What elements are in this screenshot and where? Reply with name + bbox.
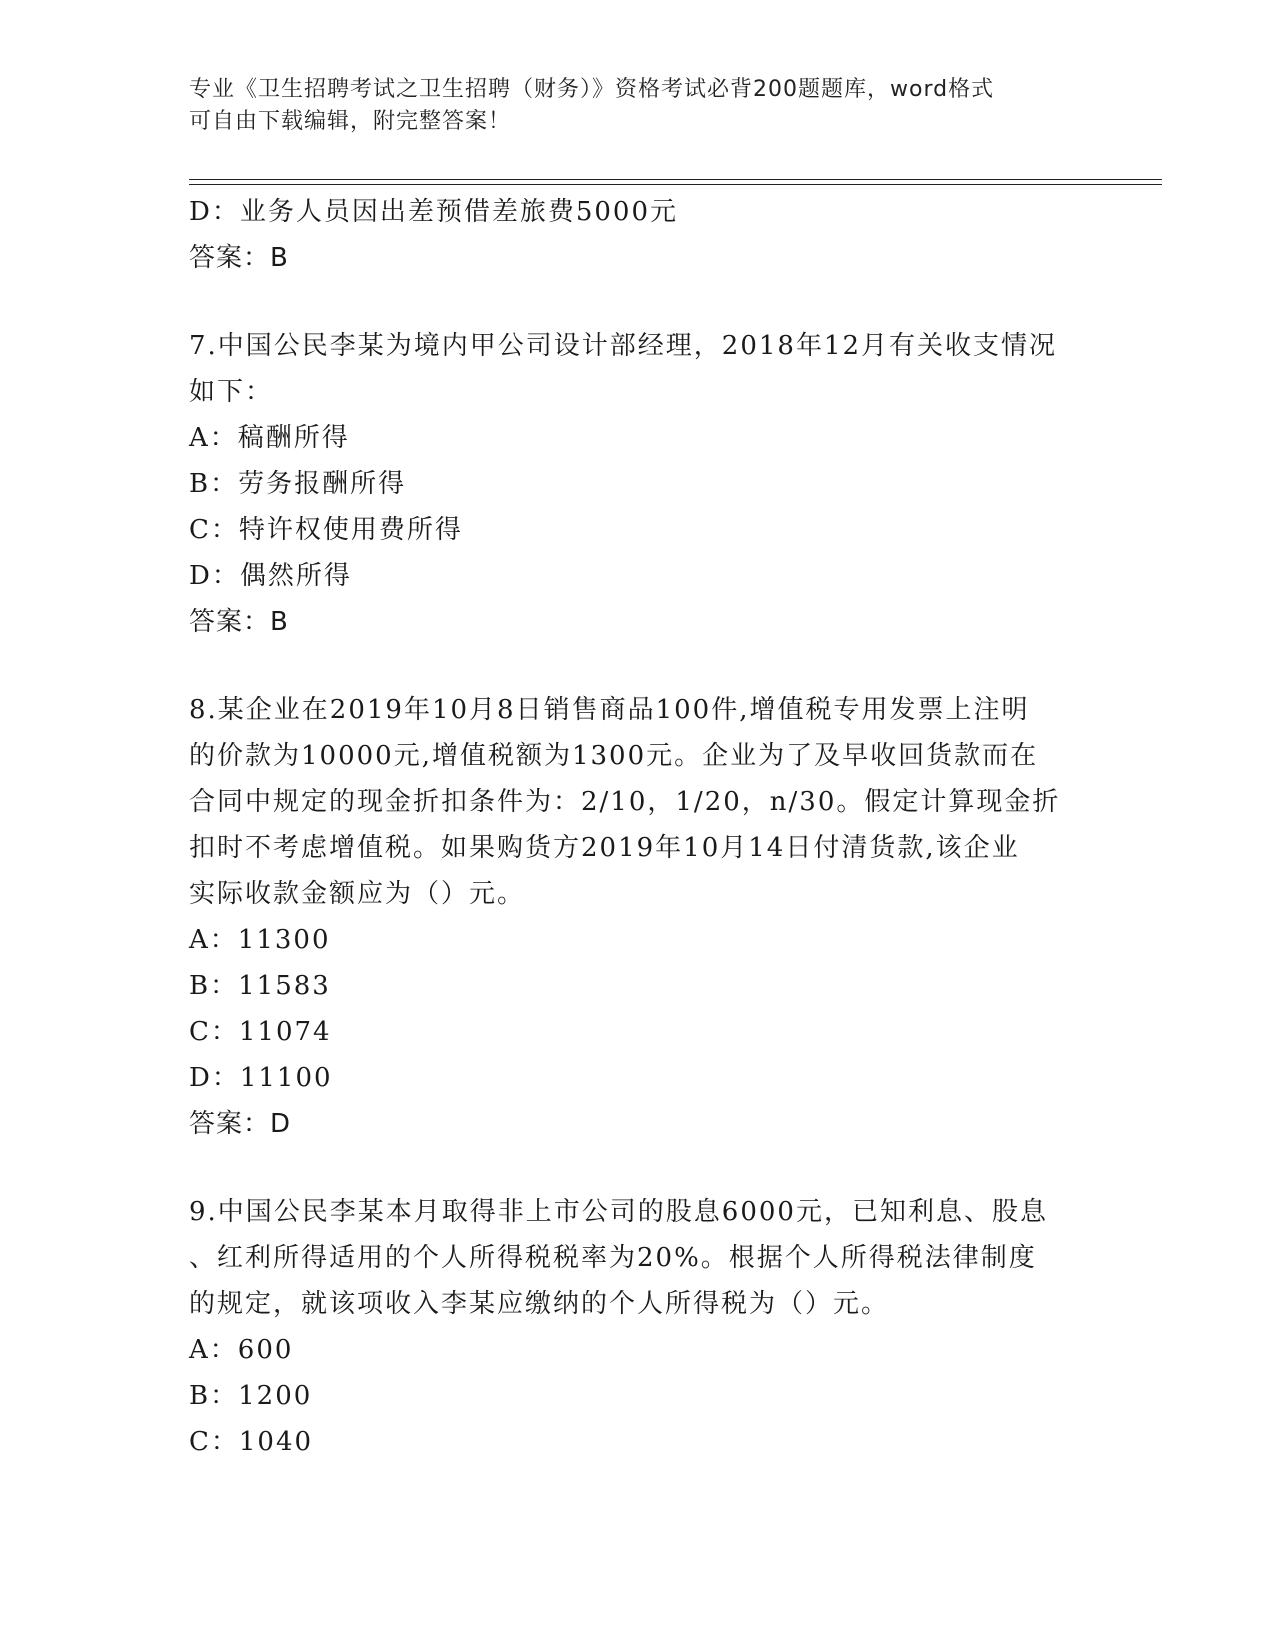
prev-question-tail xyxy=(189,189,1089,281)
document-header xyxy=(189,74,1089,138)
option-d: D：11100 xyxy=(189,1063,333,1093)
header-rule-top xyxy=(189,179,1162,180)
option-c: C：特许权使用费所得 xyxy=(189,515,463,545)
question-stem-line: 如下： xyxy=(189,377,274,407)
option-b: B：11583 xyxy=(189,971,331,1001)
question-7 xyxy=(189,323,1089,645)
spacer xyxy=(189,281,1089,323)
question-stem-line: 扣时不考虑增值税。如果购货方2019年10月14日付清货款,该企业 xyxy=(189,833,1020,863)
option-c: C：11074 xyxy=(189,1017,332,1047)
question-stem-line: 实际收款金额应为（）元。 xyxy=(189,879,526,909)
spacer xyxy=(189,1147,1089,1189)
option-d: D：业务人员因出差预借差旅费5000元 xyxy=(189,197,679,227)
option-a: A：11300 xyxy=(189,925,331,955)
question-9 xyxy=(189,1189,1089,1465)
option-c: C：1040 xyxy=(189,1427,314,1457)
question-stem-line: 7.中国公民李某为境内甲公司设计部经理，2018年12月有关收支情况 xyxy=(189,331,1058,361)
option-b: B：劳务报酬所得 xyxy=(189,469,407,499)
header-rule-bottom xyxy=(189,184,1162,185)
question-8 xyxy=(189,687,1089,1147)
answer-line: 答案：D xyxy=(189,1109,292,1139)
question-stem-line: 9.中国公民李某本月取得非上市公司的股息6000元，已知利息、股息 xyxy=(189,1197,1048,1227)
option-b: B：1200 xyxy=(189,1381,313,1411)
document-body xyxy=(189,189,1089,1465)
answer-line: 答案：B xyxy=(189,607,289,637)
header-title-line-1: 专业《卫生招聘考试之卫生招聘（财务）》资格考试必背200题题库，word格式 xyxy=(189,77,995,102)
question-stem-line: 的规定，就该项收入李某应缴纳的个人所得税为（）元。 xyxy=(189,1289,890,1319)
spacer xyxy=(189,645,1089,687)
header-title-line-2: 可自由下载编辑，附完整答案！ xyxy=(189,109,512,134)
question-stem-line: 的价款为10000元,增值税额为1300元。企业为了及早收回货款而在 xyxy=(189,741,1039,771)
question-stem-line: 合同中规定的现金折扣条件为：2/10，1/20，n/30。假定计算现金折 xyxy=(189,787,1061,817)
option-d: D：偶然所得 xyxy=(189,561,352,591)
option-a: A：600 xyxy=(189,1335,294,1365)
answer-line: 答案：B xyxy=(189,243,289,273)
option-a: A：稿酬所得 xyxy=(189,423,350,453)
question-stem-line: 、红利所得适用的个人所得税税率为20%。根据个人所得税法律制度 xyxy=(189,1243,1037,1273)
question-stem-line: 8.某企业在2019年10月8日销售商品100件,增值税专用发票上注明 xyxy=(189,695,1030,725)
